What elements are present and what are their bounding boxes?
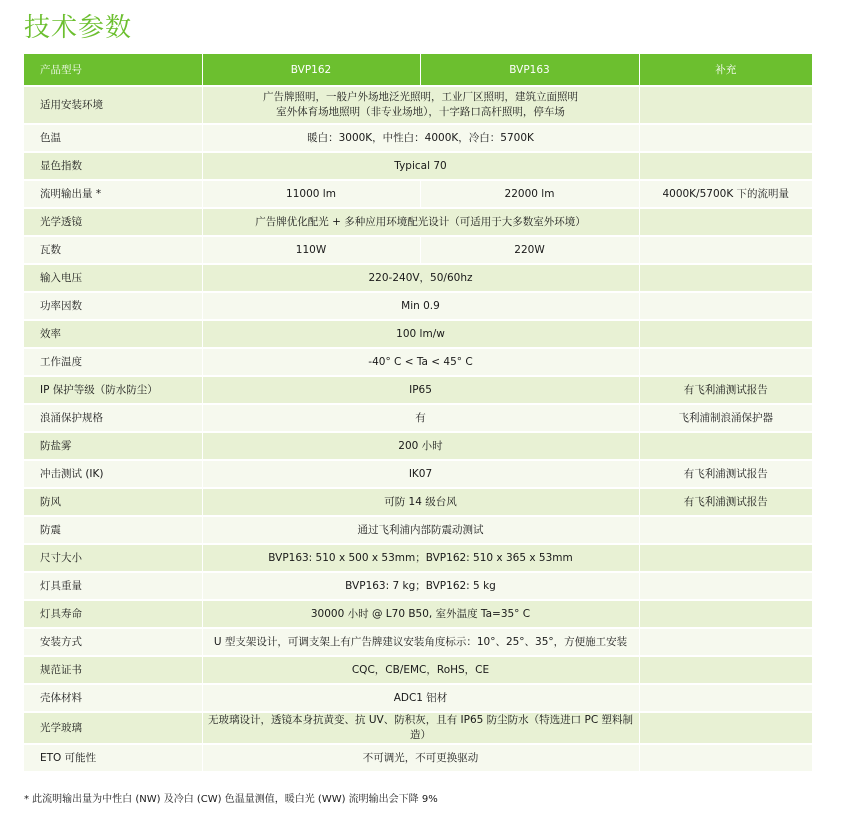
row-value: 30000 小时 @ L70 B50, 室外温度 Ta=35° C: [202, 600, 639, 628]
table-row: [24, 744, 812, 771]
row-value: 有: [202, 404, 639, 432]
table-row: [24, 86, 812, 124]
row-value: 暖白：3000K，中性白：4000K，冷白：5700K: [202, 124, 639, 152]
page-title: 技术参数: [24, 13, 133, 43]
row-label: 适用安装环境: [24, 86, 202, 124]
row-value: IK07: [202, 460, 639, 488]
table-row: [24, 544, 812, 572]
table-row: [24, 656, 812, 684]
table-row: [24, 712, 812, 744]
row-value: BVP163: 7 kg；BVP162: 5 kg: [202, 572, 639, 600]
table-row: [24, 264, 812, 292]
row-value: BVP163: 510 x 500 x 53mm；BVP162: 510 x 365 x 53mm: [202, 544, 639, 572]
row-note: 4000K/5700K 下的流明量: [639, 180, 812, 208]
row-value: 220-240V，50/60hz: [202, 264, 639, 292]
row-value: Min 0.9: [202, 292, 639, 320]
table-row: [24, 376, 812, 404]
row-note: [639, 86, 812, 124]
row-value: CQC，CB/EMC，RoHS，CE: [202, 656, 639, 684]
row-label: IP 保护等级（防水防尘）: [24, 376, 202, 404]
table-row: [24, 404, 812, 432]
table-row: [24, 460, 812, 488]
row-label: 色温: [24, 124, 202, 152]
table-row: [24, 180, 812, 208]
row-note: [639, 320, 812, 348]
row-label: 防盐雾: [24, 432, 202, 460]
row-note: [639, 264, 812, 292]
table-row: [24, 292, 812, 320]
row-label: 流明输出量 *: [24, 180, 202, 208]
row-note: 飞利浦制浪涌保护器: [639, 404, 812, 432]
row-note: 有飞利浦测试报告: [639, 488, 812, 516]
row-label: ETO 可能性: [24, 744, 202, 771]
row-label: 显色指数: [24, 152, 202, 180]
table-row: [24, 124, 812, 152]
header-bvp162: BVP162: [202, 54, 420, 86]
row-label: 光学透镜: [24, 208, 202, 236]
row-note: [639, 744, 812, 771]
row-label: 规范证书: [24, 656, 202, 684]
table-row: [24, 236, 812, 264]
header-model: 产品型号: [24, 54, 202, 86]
row-value: [202, 86, 639, 124]
row-label: 工作温度: [24, 348, 202, 376]
row-label: 灯具重量: [24, 572, 202, 600]
row-label: 输入电压: [24, 264, 202, 292]
row-value: 无玻璃设计，透镜本身抗黄变、抗 UV、防积灰，且有 IP65 防尘防水（特选进口 PC 塑料制造）: [202, 712, 639, 744]
row-value: 广告牌优化配光 + 多种应用环境配光设计（可适用于大多数室外环境）: [202, 208, 639, 236]
header-bvp163: BVP163: [420, 54, 639, 86]
row-value: 200 小时: [202, 432, 639, 460]
table-row: [24, 348, 812, 376]
row-note: [639, 544, 812, 572]
table-row: [24, 208, 812, 236]
row-note: [639, 152, 812, 180]
table-row: [24, 572, 812, 600]
row-note: [639, 600, 812, 628]
row-label: 光学玻璃: [24, 712, 202, 744]
footnote: * 此流明输出量为中性白 (NW) 及冷白 (CW) 色温量测值，暖白光 (WW) 流明输出会下降 9%: [24, 794, 438, 805]
row-label: 功率因数: [24, 292, 202, 320]
row-note: [639, 124, 812, 152]
row-note: [639, 712, 812, 744]
table-row: [24, 600, 812, 628]
table-row: [24, 628, 812, 656]
row-label: 防震: [24, 516, 202, 544]
row-value-bvp163: 220W: [420, 236, 639, 264]
row-value: IP65: [202, 376, 639, 404]
row-value: 通过飞利浦内部防震动测试: [202, 516, 639, 544]
row-value: ADC1 铝材: [202, 684, 639, 712]
row-note: [639, 516, 812, 544]
row-label: 灯具寿命: [24, 600, 202, 628]
row-value: 100 lm/w: [202, 320, 639, 348]
table-row: [24, 488, 812, 516]
row-label: 效率: [24, 320, 202, 348]
row-value: 可防 14 级台风: [202, 488, 639, 516]
row-note: 有飞利浦测试报告: [639, 460, 812, 488]
row-label: 瓦数: [24, 236, 202, 264]
row-value-bvp162: 110W: [202, 236, 420, 264]
row-value-line: 广告牌照明，一般户外场地泛光照明，工业厂区照明，建筑立面照明: [263, 91, 578, 103]
row-note: [639, 208, 812, 236]
row-value: Typical 70: [202, 152, 639, 180]
row-label: 冲击测试 (IK): [24, 460, 202, 488]
row-value-line: 室外体育场地照明（非专业场地），十字路口高杆照明，停车场: [276, 106, 565, 118]
header-supplement: 补充: [639, 54, 812, 86]
row-note: [639, 432, 812, 460]
row-note: [639, 292, 812, 320]
table-row: [24, 320, 812, 348]
row-value-bvp163: 22000 lm: [420, 180, 639, 208]
spec-table: [24, 54, 812, 771]
row-label: 安装方式: [24, 628, 202, 656]
row-label: 防风: [24, 488, 202, 516]
table-header-row: [24, 54, 812, 86]
row-value: 不可调光，不可更换驱动: [202, 744, 639, 771]
row-value: -40° C < Ta < 45° C: [202, 348, 639, 376]
row-note: [639, 656, 812, 684]
row-note: [639, 236, 812, 264]
row-value-bvp162: 11000 lm: [202, 180, 420, 208]
table-row: [24, 516, 812, 544]
row-note: 有飞利浦测试报告: [639, 376, 812, 404]
table-row: [24, 684, 812, 712]
row-note: [639, 348, 812, 376]
row-label: 浪涌保护规格: [24, 404, 202, 432]
row-note: [639, 572, 812, 600]
table-row: [24, 152, 812, 180]
row-label: 尺寸大小: [24, 544, 202, 572]
row-note: [639, 628, 812, 656]
row-label: 壳体材料: [24, 684, 202, 712]
table-row: [24, 432, 812, 460]
row-value: U 型支架设计，可调支架上有广告牌建议安装角度标示：10°、25°、35°，方便施工安装: [202, 628, 639, 656]
row-note: [639, 684, 812, 712]
